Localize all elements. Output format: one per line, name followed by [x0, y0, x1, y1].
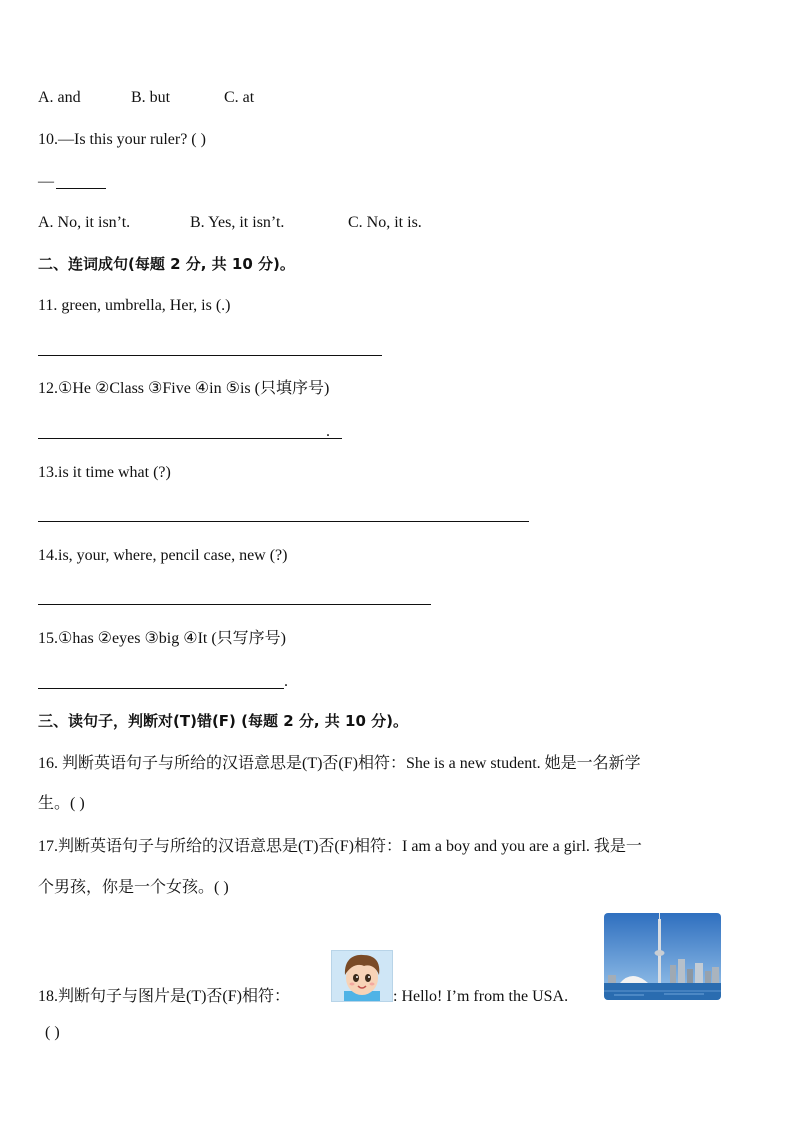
q9-options	[38, 88, 254, 108]
q15-answer-line	[38, 688, 284, 689]
q10-options	[38, 213, 422, 233]
q13-answer-line	[38, 521, 529, 522]
boy-face-icon	[332, 951, 392, 1001]
boy-avatar-image	[331, 950, 393, 1002]
q11-text: 11. green, umbrella, Her, is (.)	[38, 297, 231, 314]
q10-option-b: B. Yes, it isn’t.	[190, 214, 285, 231]
q10-answer-dash	[38, 172, 54, 192]
q9-option-c: C. at	[224, 89, 255, 106]
q16-line2: 生。( )	[38, 795, 85, 812]
q14-text: 14.is, your, where, pencil case, new (?)	[38, 547, 288, 564]
q13-text: 13.is it time what (?)	[38, 464, 171, 481]
q15-text: 15.①has ②eyes ③big ④It (只写序号)	[38, 630, 287, 647]
q11-answer-line	[38, 355, 382, 356]
q9-option-b: B. but	[131, 89, 171, 106]
q10-answer-blank	[56, 188, 106, 189]
city-skyline-image	[604, 913, 721, 1000]
q10-option-a: A. No, it isn’t.	[38, 214, 131, 231]
q16-line1: 16. 判断英语句子与所给的汉语意思是(T)否(F)相符：She is a new student. 她是一名新学	[38, 755, 641, 772]
q18-prefix: 18.判断句子与图片是(T)否(F)相符：	[38, 988, 290, 1005]
q9-option-a: A. and	[38, 89, 81, 106]
q10-option-c: C. No, it is.	[348, 214, 422, 231]
q18-sentence: : Hello! I’m from the USA.	[393, 988, 569, 1005]
section3-heading: 三、读句子，判断对(T)错(F) (每题 2 分, 共 10 分)。	[38, 712, 408, 730]
section2-heading: 二、连词成句(每题 2 分, 共 10 分)。	[38, 255, 295, 273]
q12-text: 12.①He ②Class ③Five ④in ⑤is (只填序号)	[38, 380, 330, 397]
q10-question: 10.—Is this your ruler? ( )	[38, 131, 206, 148]
q10-dash: —	[38, 173, 54, 190]
q17-line2: 个男孩，你是一个女孩。( )	[38, 879, 229, 896]
q18-answer: ( )	[45, 1024, 60, 1041]
q17-line1: 17.判断英语句子与所给的汉语意思是(T)否(F)相符：I am a boy and you are a girl. 我是一	[38, 838, 642, 855]
q12-period: .	[326, 423, 330, 440]
q12-answer-line	[38, 438, 342, 439]
cn-tower-skyline-icon	[604, 913, 721, 1000]
q15-period: .	[284, 673, 288, 690]
q14-answer-line	[38, 604, 431, 605]
